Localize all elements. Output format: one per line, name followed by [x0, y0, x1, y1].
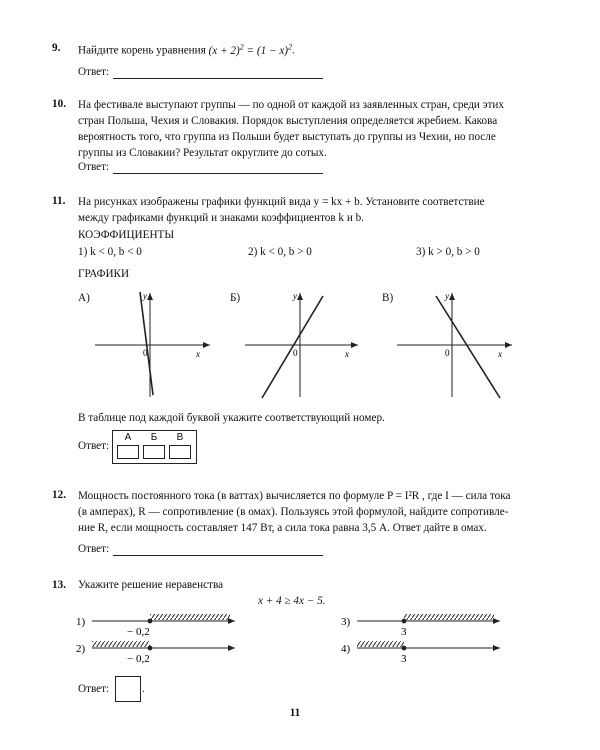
graph-a-origin: 0	[143, 348, 148, 358]
table-header-a: А	[124, 432, 132, 443]
answer-label-12: Ответ:	[78, 543, 110, 555]
graph-b-y-label: y	[293, 291, 297, 301]
graph-label-b: Б)	[230, 292, 241, 304]
graph-v-origin: 0	[445, 348, 450, 358]
problem-13-number: 13.	[52, 579, 66, 591]
graph-b-x-label: x	[345, 349, 349, 359]
number-line-option-4	[341, 641, 500, 665]
table-header-b: Б	[150, 432, 158, 443]
graph-label-v: В)	[382, 292, 394, 304]
problem-12-number: 12.	[52, 489, 66, 501]
page-number: 11	[289, 707, 301, 719]
coefficients-heading: КОЭФФИЦИЕНТЫ	[78, 229, 175, 241]
graph-v-x-label: x	[498, 349, 502, 359]
graph-label-a: А)	[78, 292, 90, 304]
problem-10-text: На фестивале выступают группы — по одной от каждой из заявленных стран, среди этих стран Польша, Чехия и Словакия. Порядок выступления определяется жребием. Какова вероятность того, что группа из Польши будет выступать до группы из Чехии, но после группы из Словакии? Результат округлите до сотых.	[78, 99, 504, 159]
inequality: x + 4 ≥ 4x − 5.	[258, 595, 326, 607]
problem-10-number: 10.	[52, 98, 66, 110]
svg-text:2): 2)	[76, 643, 86, 655]
svg-text:3: 3	[401, 626, 407, 638]
problem-9-number: 9.	[52, 42, 61, 54]
table-instruction: В таблице под каждой буквой укажите соответствующий номер.	[78, 412, 385, 424]
number-line-option-3	[341, 614, 500, 638]
problem-13-tail: .	[142, 683, 145, 695]
svg-text:− 0,2: − 0,2	[127, 653, 150, 665]
problem-12-text: Мощность постоянного тока (в ваттах) вычисляется по формуле P = I²R , где I — сила тока (в амперах), R — сопротивление (в омах). Пользуясь этой формулой, найдите сопротивле- ние R, если мощность составляет 147 Вт, а сила тока равна 3,5 А. Ответ дайте в омах.	[78, 490, 511, 534]
number-line-option-1	[76, 614, 235, 638]
svg-text:4): 4)	[341, 643, 351, 655]
answer-label-9: Ответ:	[78, 66, 110, 78]
number-line-option-2	[76, 641, 235, 665]
svg-text:3: 3	[401, 653, 407, 665]
svg-text:3): 3)	[341, 616, 351, 628]
problem-11-number: 11.	[52, 195, 66, 207]
problem-11-text: На рисунках изображены графики функций вида y = kx + b. Установите соответствие между графиками функций и знаками коэффициентов k и b.	[78, 196, 485, 224]
graph-b-origin: 0	[293, 348, 298, 358]
problem-9-equation: $(x + 2)^2 = (1 - x)^2$	[208, 42, 293, 57]
graph-v-y-label: y	[445, 291, 449, 301]
answer-box-13[interactable]	[115, 676, 141, 702]
answer-label-11: Ответ:	[78, 440, 110, 452]
svg-text:1): 1)	[76, 616, 86, 628]
graphs-heading: ГРАФИКИ	[78, 268, 130, 280]
coef-option-1: 1) k < 0, b < 0	[78, 246, 142, 258]
graph-a-y-label: y	[143, 291, 147, 301]
problem-13-text: Укажите решение неравенства	[78, 579, 224, 591]
coef-option-2: 2) k < 0, b > 0	[248, 246, 312, 258]
table-header-v: В	[176, 432, 184, 443]
answer-label-13: Ответ:	[78, 683, 110, 695]
problem-9-text: Найдите корень уравнения $(x + 2)^2 = (1 - x)^2$.	[78, 42, 295, 57]
coef-option-3: 3) k > 0, b > 0	[416, 246, 480, 258]
graph-a-x-label: x	[196, 349, 200, 359]
svg-text:− 0,2: − 0,2	[127, 626, 150, 638]
answer-label-10: Ответ:	[78, 161, 110, 173]
